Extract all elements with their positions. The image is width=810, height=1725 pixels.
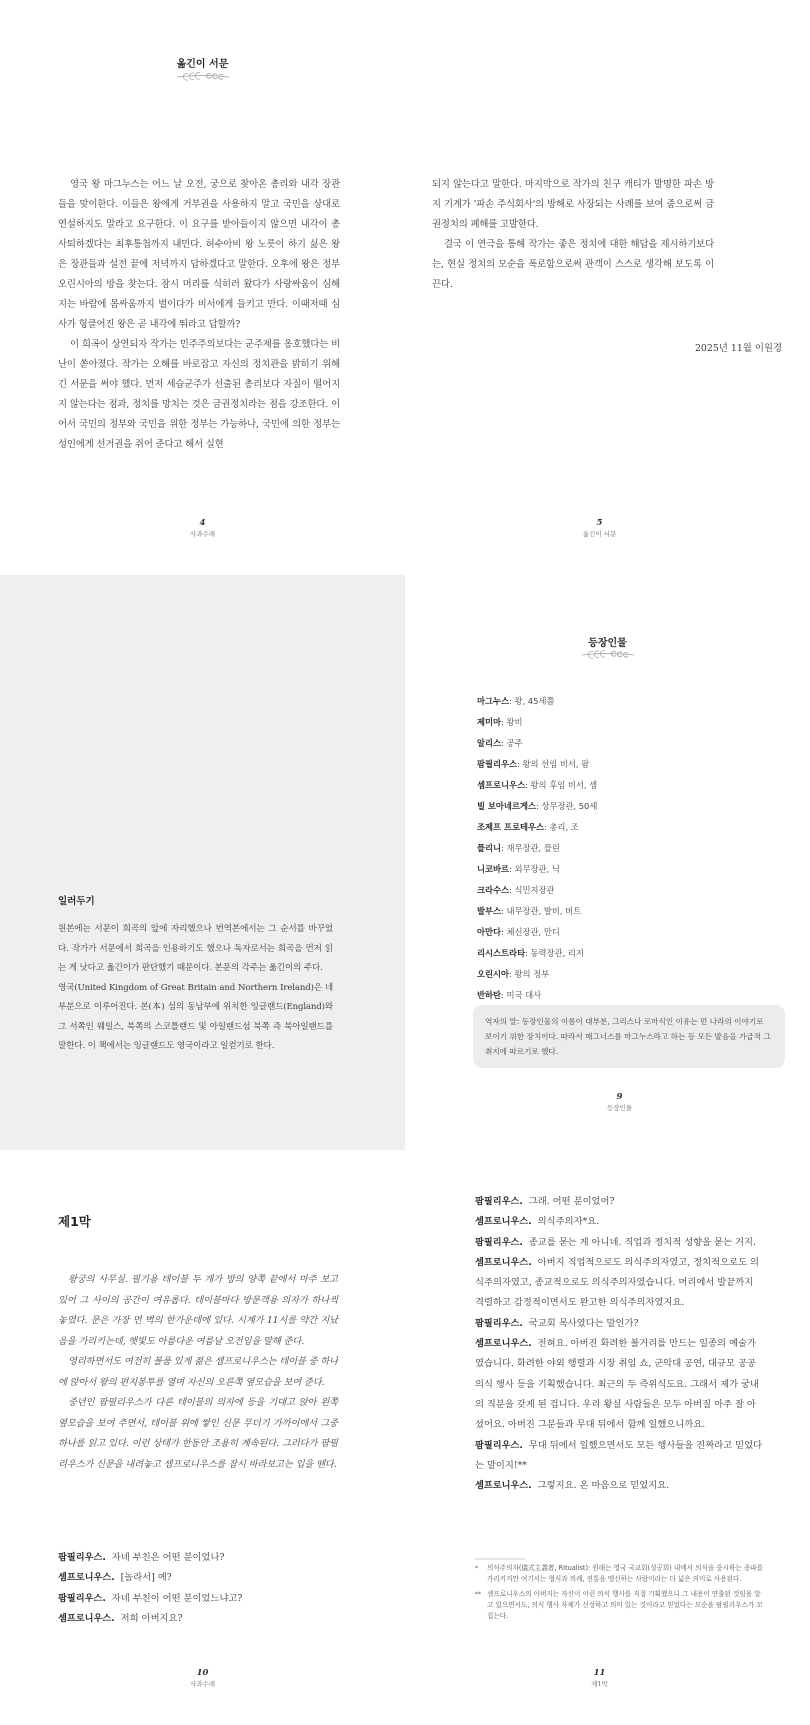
speaker-name: 팜필리우스. (475, 1196, 523, 1207)
cast-desc: 동력장관, 리지 (530, 948, 584, 958)
cast-desc: 왕의 정부 (514, 969, 550, 979)
cast-item: 반하탄: 미국 대사 (477, 990, 542, 1000)
page-folio (397, 1668, 802, 1688)
cast-desc: 왕, 45세쯤 (514, 696, 555, 706)
page-number: 11 (593, 1668, 606, 1678)
dialog-text: 그렇지요. 온 마음으로 믿었지요. (537, 1480, 670, 1492)
cast-name: 아만다 (477, 927, 502, 937)
dialog-text: 전혀요. 아버진 화려한 볼거리를 만드는 일종의 예술가였습니다. 화려한 야외 행렬과 시장 취임 쇼, 군악대 공연, 대규모 공공 의식 행사 등을 기획했습니다. 최근의 두 즉위식도요. 그래서 제가 궁내의 직분을 갖게 된 겁니다. 우리 왕실 사람들은 모두 아버질 아주 잘 아셨어요. 아버진 그분들과 무대 뒤에서 함께 일했으니까요. (475, 1338, 759, 1431)
cast-item: 아만다: 체신장관, 만디 (477, 927, 560, 937)
dialog-block (475, 1192, 763, 1496)
cast-name: 플리니 (477, 843, 502, 853)
cast-item: 알리스: 공주 (477, 738, 523, 748)
running-head: 등장인물 (606, 1104, 633, 1112)
page-folio (417, 1092, 810, 1112)
running-head: 제1막 (591, 1680, 608, 1688)
speaker-name: 팜필리우스. (475, 1317, 523, 1329)
paragraph: 영국(United Kingdom of Great Britain and Northern Ireland)은 네 부분으로 이루어진다. 본(本) 섬의 동남부에 위치한 잉글랜드(England)와 그 서쪽인 웨일스, 북쪽의 스코틀랜드 및 아일랜드섬 북쪽 즉 북아일랜드를 말한다. 이 책에서는 잉글랜드도 영국이라고 일컫기로 한다. (58, 982, 333, 1051)
cast-item: 크라수스: 식민지장관 (477, 885, 555, 895)
cast-item: 조제프 프로테우스: 총리, 조 (477, 822, 579, 832)
dialog-line (58, 1568, 340, 1588)
vine-ornament-icon (578, 649, 638, 661)
cast-name: 마그누스 (477, 696, 510, 706)
cast-item: 셈프로니우스: 왕의 후임 비서, 셈 (477, 780, 598, 790)
speaker-name: 셈프로니우스. (475, 1216, 532, 1228)
cast-name: 리시스트라타 (477, 948, 526, 958)
dialog-text: 그래. 어떤 분이었어? (528, 1196, 615, 1207)
running-head: 사과수레 (189, 1680, 216, 1688)
dialog-line (475, 1314, 763, 1334)
cast-item: 플리니: 재무장관, 플린 (477, 843, 560, 853)
footnote-marker: * (475, 1565, 478, 1572)
cast-name: 팜필리우스 (477, 759, 518, 769)
running-head: 사과수레 (189, 530, 216, 538)
paragraph: 되지 않는다고 말한다. 마지막으로 작가의 친구 캐티가 발명한 파손 방지 기계가 '파손 주식회사'의 방해로 사장되는 사례를 보여 줌으로써 금권정치의 폐해를 고발한다. (432, 179, 714, 230)
cast-item: 마그누스: 왕, 45세쯤 (477, 696, 555, 706)
speaker-name: 셈프로니우스. (58, 1612, 115, 1624)
dialog-block (58, 1548, 340, 1629)
paragraph: 이 희곡이 상연되자 작가는 민주주의보다는 군주제를 옹호했다는 비난이 쏟아졌다. 작가는 오해를 바로잡고 자신의 정치관을 밝히기 위해 긴 서문을 써야 했다. 먼저 세습군주가 선출된 총리보다 자질이 떨어지지 않는다는 점과, 정치를 망치는 것은 금권정치라는 점을 강조한다. 이어서 국민의 정부와 국민을 위한 정부는 가능하나, 국민에 의한 정부는 성인에게 선거권을 쥐어 준다고 해서 실현 (58, 339, 340, 450)
dialog-line (475, 1436, 763, 1477)
cast-name: 오린시아 (477, 969, 510, 979)
footnote-marker: ** (475, 1591, 481, 1598)
translator-signature: 2025년 11월 이원경 (694, 343, 782, 354)
cast-desc: 왕의 후임 비서, 셈 (530, 780, 598, 790)
cast-desc: 왕의 선임 비서, 팜 (522, 759, 590, 769)
speaker-name: 셈프로니우스. (475, 1480, 532, 1492)
cast-desc: 외무장관, 닉 (514, 864, 560, 874)
dialog-text: 무대 뒤에서 일했으면서도 모든 행사들을 진짜라고 믿었다는 말이지!** (475, 1439, 763, 1471)
cast-name: 빌 보아네르게스 (477, 801, 536, 811)
cast-item: 니코바르: 외무장관, 닉 (477, 864, 560, 874)
cast-desc: 체신장관, 만디 (506, 927, 560, 937)
notes-body (58, 920, 333, 1057)
cast-item: 리시스트라타: 동력장관, 리지 (477, 948, 584, 958)
dialog-line (475, 1476, 763, 1496)
footnote-text: 셈프로니우스의 아버지는 자신이 이런 의식 행사를 직접 기획했으니 그 내용이 연출된 것임을 알고 있으면서도, 의식 행사 자체가 신성하고 의미 있는 것이라고 믿었다는 모순을 팜필리우스가 꼬집는다. (487, 1590, 763, 1620)
paragraph: 결국 이 연극을 통해 작가는 좋은 정치에 대한 해답을 제시하기보다는, 현실 정치의 모순을 폭로함으로써 관객이 스스로 생각해 보도록 이끈다. (432, 239, 714, 290)
footnote (475, 1563, 763, 1585)
dialog-line (58, 1609, 340, 1629)
cast-item: 오린시아: 왕의 정부 (477, 969, 550, 979)
cast-list (477, 691, 797, 1006)
speaker-name: 셈프로니우스. (58, 1572, 115, 1584)
cast-name: 조제프 프로테우스 (477, 822, 545, 832)
cast-name: 제미마 (477, 717, 502, 727)
page-folio (0, 518, 405, 538)
dialog-text: 저희 아버지요? (120, 1612, 183, 1624)
cast-desc: 총리, 조 (549, 822, 579, 832)
page-editorial-notes (0, 575, 405, 1150)
speaker-name: 셈프로니우스. (475, 1338, 532, 1350)
vine-ornament-icon (173, 71, 233, 83)
paragraph: 원본에는 서문이 희곡의 앞에 자리했으나 번역본에서는 그 순서를 바꾸었다. 작가가 서문에서 희곡을 인용하기도 했으나 독자로서는 희곡을 먼저 읽는 게 낫다고 옮긴이가 판단했기 때문이다. 본문의 각주는 옮긴이의 주다. (58, 924, 333, 973)
speaker-name: 팜필리우스. (475, 1439, 523, 1451)
cast-name: 발부스 (477, 906, 502, 916)
translator-note-box: 역자의 말: 등장인물의 이름이 대부분, 그리스나 로마식인 이유는 먼 나라의 이야기로 보이기 위한 장치이다. 따라서 매그너스를 마그누스라고 하는 등 모든 발음을 가급적 그 취지에 따르기로 했다. (473, 1005, 785, 1068)
page-11 (405, 1150, 810, 1725)
stage-paragraph: 중년인 팜필리우스가 다른 테이블의 의자에 등을 기대고 앉아 왼쪽 옆모습을 보여 주면서, 테이블 위에 쌓인 신문 무더기 가까이에서 그중 하나를 읽고 있다. 이런 상태가 한동안 조용히 계속된다. 그러다가 팜필리우스가 신문을 내려놓고 셈프로니우스를 잠시 바라보고는 입을 뗀다. (58, 1397, 338, 1470)
dialog-line (475, 1334, 763, 1435)
speaker-name: 팜필리우스. (58, 1552, 106, 1563)
speaker-name: 셈프로니우스. (475, 1256, 532, 1268)
speaker-name: 팜필리우스. (58, 1592, 106, 1604)
stage-paragraph: 영리하면서도 여전히 볼품 있게 젊은 셈프로니우스는 테이블 중 하나에 앉아서 왕의 편지봉투를 열며 자신의 오른쪽 옆모습을 보여 준다. (58, 1356, 338, 1388)
footnote-rule (475, 1558, 525, 1560)
footnote (475, 1589, 763, 1622)
cast-desc: 상무장관, 50세 (541, 801, 598, 811)
footnote-text: 의식주의자(儀式主義者, Ritualist): 원래는 영국 국교회(성공회) 내에서 의식을 중시하는 종파를 가리키지만 여기서는 형식과 의례, 전통을 맹신하는 사람이라는 더 넓은 의미로 사용된다. (487, 1564, 763, 1583)
cast-name: 크라수스 (477, 885, 510, 895)
notes-title: 일러두기 (58, 896, 95, 907)
dialog-text: 국교회 목사였다는 말인가? (528, 1317, 639, 1329)
dialog-line (475, 1253, 763, 1314)
cast-item: 발부스: 내무장관, 발비, 버트 (477, 906, 582, 916)
page-folio (0, 1668, 405, 1688)
cast-name: 반하탄 (477, 990, 502, 1000)
cast-item: 빌 보아네르게스: 상무장관, 50세 (477, 801, 598, 811)
cast-desc: 왕비 (506, 717, 523, 727)
dialog-line (475, 1233, 763, 1253)
cast-desc: 재무장관, 플린 (506, 843, 560, 853)
page-number: 9 (616, 1092, 623, 1102)
cast-name: 셈프로니우스 (477, 780, 526, 790)
chapter-title: 등장인물 (588, 638, 627, 649)
page-folio (397, 518, 802, 538)
dialog-text: 자네 부친은 어떤 분이었나? (111, 1552, 225, 1563)
page-number: 5 (596, 518, 603, 528)
page-number: 10 (196, 1668, 209, 1678)
act-title: 제1막 (58, 1214, 91, 1229)
cast-desc: 식민지장관 (514, 885, 555, 895)
cast-item: 제미마: 왕비 (477, 717, 523, 727)
cast-name: 알리스 (477, 738, 502, 748)
running-head: 옮긴이 서문 (582, 530, 617, 538)
dialog-line (475, 1192, 763, 1212)
cast-desc: 공주 (506, 738, 523, 748)
page-5 (405, 0, 810, 575)
dialog-line (58, 1589, 340, 1609)
page-4 (0, 0, 405, 575)
dialog-text: 의식주의자*요. (537, 1216, 600, 1228)
preface-body (432, 175, 714, 295)
cast-desc: 미국 대사 (506, 990, 542, 1000)
chapter-title: 옮긴이 서문 (176, 59, 229, 70)
page-number: 4 (199, 518, 206, 528)
cast-name: 니코바르 (477, 864, 510, 874)
dialog-text: [놀라서] 예? (120, 1572, 172, 1584)
dialog-line (475, 1212, 763, 1232)
cast-item: 팜필리우스: 왕의 선임 비서, 팜 (477, 759, 590, 769)
dialog-text: 아버지 직업적으로도 의식주의자였고, 정치적으로도 의식주의자였고, 종교적으로도 의식주의자였습니다. 머리에서 발끝까지 격렬하고 감정적이면서도 완고한 의식주의자였지요. (475, 1256, 760, 1309)
speaker-name: 팜필리우스. (475, 1236, 523, 1248)
dialog-text: 자네 부친이 어떤 분이었느냐고? (111, 1592, 243, 1604)
page-10 (0, 1150, 405, 1725)
stage-paragraph: 왕궁의 사무실. 필기용 테이블 두 개가 방의 양쪽 끝에서 마주 보고 있어 그 사이의 공간이 여유롭다. 테이블마다 방문객용 의자가 하나씩 놓였다. 문은 가장 먼 벽의 한가운데에 있다. 시계가 11시를 약간 지났음을 가리키는데, 햇빛도 아름다운 여름날 오전임을 말해 준다. (58, 1274, 338, 1347)
footnotes (475, 1563, 763, 1626)
dialog-text: 종교를 묻는 게 아니네. 직업과 정치적 성향을 묻는 거지. (528, 1236, 756, 1248)
cast-desc: 내무장관, 발비, 버트 (506, 906, 582, 916)
paragraph: 영국 왕 마그누스는 어느 날 오전, 궁으로 찾아온 총리와 내각 장관들을 맞이한다. 이들은 왕에게 거부권을 사용하지 말고 국민을 상대로 연설하지도 말라고 요구한다. 이 요구를 받아들이지 않으면 내각이 총사퇴하겠다는 최후통첩까지 내민다. 허수아비 왕 노릇이 하기 싫은 왕은 장관들과 설전 끝에 저녁까지 답하겠다고 말한다. 오후에 왕은 정부 오린시아의 방을 찾는다. 잠시 머리를 식히러 왔다가 사랑싸움이 심해지는 바람에 몸싸움까지 벌이다가 비서에게 들키고 만다. 이때저때 심사가 헝클어진 왕은 곧 내각에 뛰라고 답할까? (58, 179, 340, 330)
preface-body (58, 175, 340, 455)
stage-directions (58, 1270, 338, 1475)
page-9 (405, 575, 810, 1150)
dialog-line (58, 1548, 340, 1568)
